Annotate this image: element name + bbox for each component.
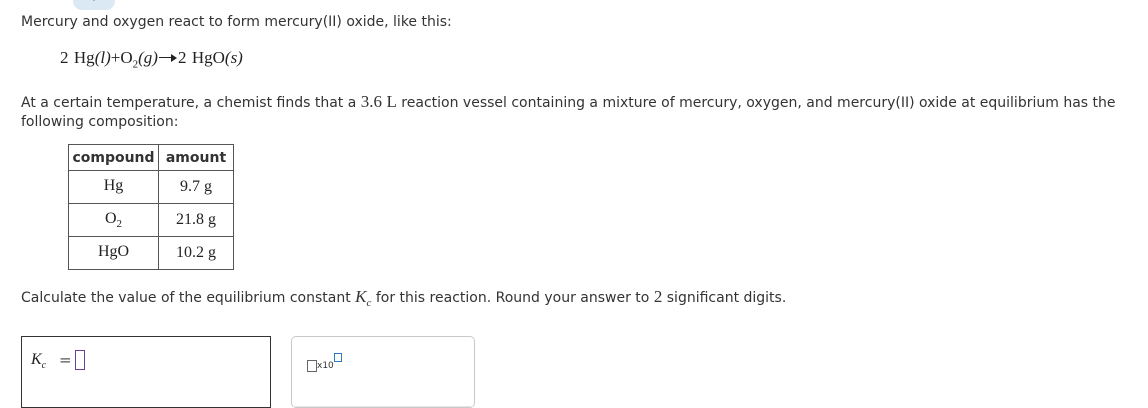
composition-table [68, 144, 234, 270]
chevron-down-icon [89, 0, 99, 1]
equals-sign: = [59, 351, 72, 369]
condition-text-line1: At a certain temperature, a chemist finds that a 3.6 L reaction vessel containing a mixture of mercury, oxygen, and mercury(II) oxide at equilibrium has the [21, 92, 1116, 111]
x10-label: x10 [317, 361, 334, 371]
answer-input[interactable] [75, 350, 85, 370]
kc-label: $K_c$ [31, 351, 47, 372]
header-amount: amount [159, 145, 234, 171]
math-toolbar [291, 336, 475, 408]
answer-box [21, 336, 271, 408]
exponent-box-icon [334, 353, 342, 362]
table-header-row [69, 145, 234, 171]
scientific-notation-button[interactable] [307, 352, 347, 374]
reaction-arrow-icon [159, 53, 177, 63]
volume-unit: L [386, 92, 397, 111]
toolbar-divider [293, 406, 473, 407]
intro-text: Mercury and oxygen react to form mercury(II) oxide, like this: [21, 14, 452, 30]
condition-text-line2: following composition: [21, 114, 179, 130]
table-row [69, 237, 234, 270]
table-row [69, 171, 234, 204]
amount-cell: 10.2 g [159, 237, 234, 270]
compound-cell: $O_2$ [69, 204, 159, 237]
volume-value: 3.6 [360, 92, 383, 111]
table-row [69, 204, 234, 237]
base-box-icon [307, 360, 317, 372]
chemical-equation: 2 $Hg(l)+O_2(g)$ 2 HgO(s) [60, 48, 243, 71]
compound-cell: Hg [69, 171, 159, 204]
amount-cell: 9.7 g [159, 171, 234, 204]
question-text: Calculate the value of the equilibrium constant $K_c$ for this reaction. Round your answer to 2 significant digits. [21, 287, 787, 309]
amount-cell: 21.8 g [159, 204, 234, 237]
compound-cell: HgO [69, 237, 159, 270]
collapse-tab[interactable] [73, 0, 115, 10]
header-compound: compound [69, 145, 159, 171]
